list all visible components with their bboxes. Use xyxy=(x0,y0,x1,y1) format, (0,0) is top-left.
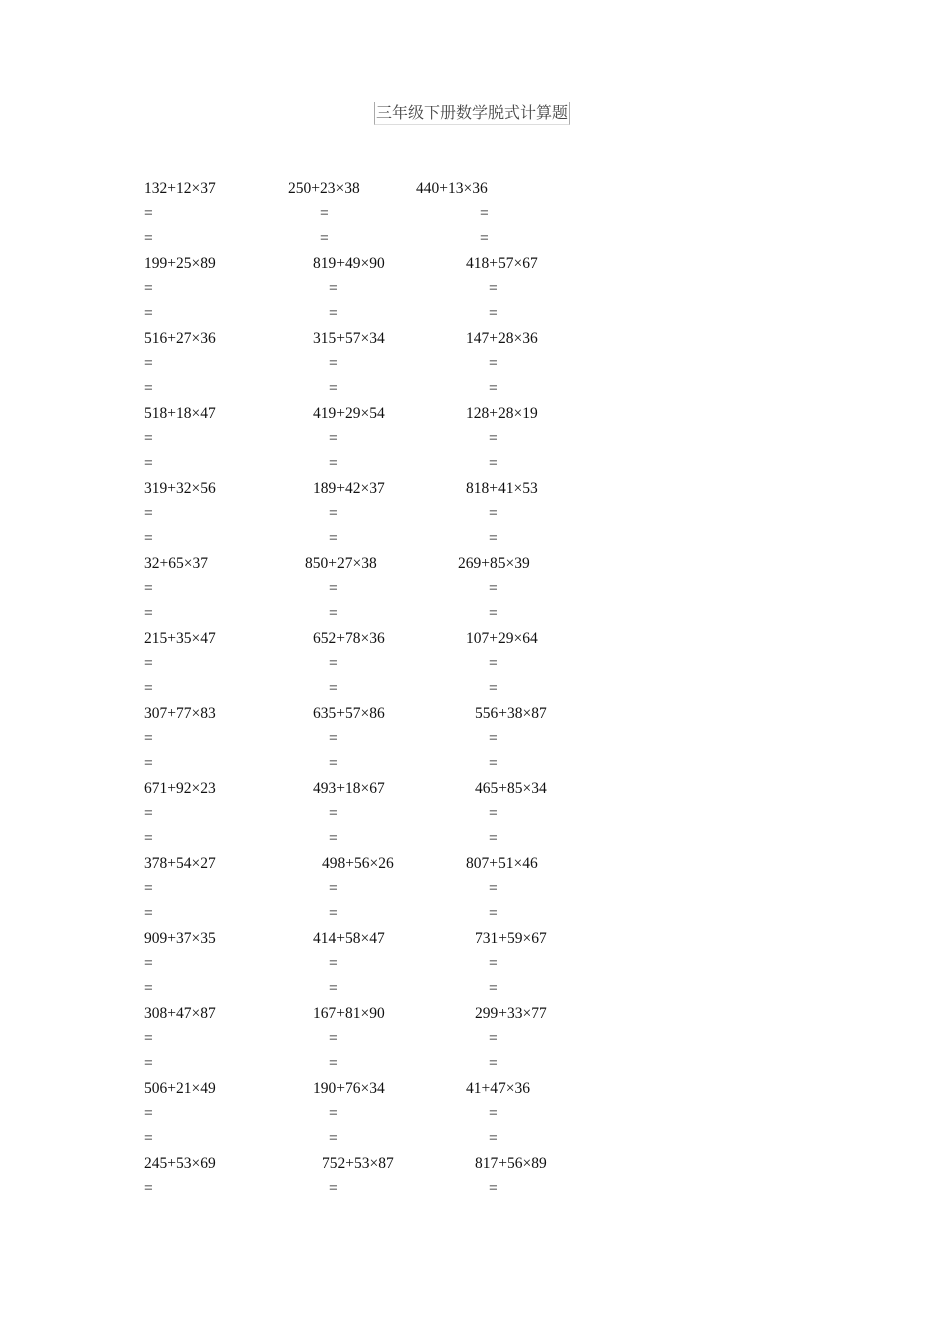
problem-expression: 498+56×26 xyxy=(322,855,394,872)
equals-sign: = xyxy=(329,1180,338,1197)
equals-sign: = xyxy=(144,980,153,997)
equals-sign: = xyxy=(489,655,498,672)
problem-expression: 818+41×53 xyxy=(466,480,538,497)
equals-sign: = xyxy=(144,730,153,747)
equals-sign: = xyxy=(329,430,338,447)
problem-expression: 147+28×36 xyxy=(466,330,538,347)
problem-expression: 518+18×47 xyxy=(144,405,216,422)
equals-sign: = xyxy=(144,680,153,697)
equals-sign: = xyxy=(320,230,329,247)
equals-sign: = xyxy=(329,655,338,672)
equals-sign: = xyxy=(144,580,153,597)
equals-sign: = xyxy=(489,280,498,297)
problem-expression: 32+65×37 xyxy=(144,555,208,572)
equals-sign: = xyxy=(329,880,338,897)
equals-sign: = xyxy=(329,1055,338,1072)
equals-sign: = xyxy=(489,355,498,372)
page-title: 三年级下册数学脱式计算题 xyxy=(374,102,570,125)
equals-sign: = xyxy=(489,605,498,622)
equals-sign: = xyxy=(329,355,338,372)
equals-sign: = xyxy=(144,830,153,847)
problem-expression: 635+57×86 xyxy=(313,705,385,722)
equals-sign: = xyxy=(144,280,153,297)
equals-sign: = xyxy=(144,355,153,372)
equals-sign: = xyxy=(329,755,338,772)
problem-expression: 189+42×37 xyxy=(313,480,385,497)
equals-sign: = xyxy=(329,455,338,472)
equals-sign: = xyxy=(489,1030,498,1047)
equals-sign: = xyxy=(329,830,338,847)
equals-sign: = xyxy=(144,880,153,897)
equals-sign: = xyxy=(489,1055,498,1072)
equals-sign: = xyxy=(144,655,153,672)
equals-sign: = xyxy=(329,730,338,747)
equals-sign: = xyxy=(144,455,153,472)
equals-sign: = xyxy=(489,455,498,472)
problem-expression: 378+54×27 xyxy=(144,855,216,872)
equals-sign: = xyxy=(329,580,338,597)
equals-sign: = xyxy=(489,305,498,322)
equals-sign: = xyxy=(144,505,153,522)
equals-sign: = xyxy=(489,580,498,597)
equals-sign: = xyxy=(489,880,498,897)
problem-expression: 493+18×67 xyxy=(313,780,385,797)
equals-sign: = xyxy=(489,530,498,547)
equals-sign: = xyxy=(329,280,338,297)
problem-expression: 752+53×87 xyxy=(322,1155,394,1172)
problem-expression: 516+27×36 xyxy=(144,330,216,347)
equals-sign: = xyxy=(489,680,498,697)
problem-expression: 465+85×34 xyxy=(475,780,547,797)
equals-sign: = xyxy=(489,955,498,972)
problem-expression: 817+56×89 xyxy=(475,1155,547,1172)
equals-sign: = xyxy=(489,430,498,447)
problem-expression: 731+59×67 xyxy=(475,930,547,947)
equals-sign: = xyxy=(329,1030,338,1047)
equals-sign: = xyxy=(329,1130,338,1147)
equals-sign: = xyxy=(144,805,153,822)
problem-expression: 250+23×38 xyxy=(288,180,360,197)
equals-sign: = xyxy=(320,205,329,222)
problem-expression: 307+77×83 xyxy=(144,705,216,722)
problem-expression: 190+76×34 xyxy=(313,1080,385,1097)
equals-sign: = xyxy=(489,1130,498,1147)
problem-expression: 819+49×90 xyxy=(313,255,385,272)
equals-sign: = xyxy=(329,955,338,972)
equals-sign: = xyxy=(144,605,153,622)
equals-sign: = xyxy=(329,305,338,322)
problem-expression: 319+32×56 xyxy=(144,480,216,497)
problem-expression: 269+85×39 xyxy=(458,555,530,572)
equals-sign: = xyxy=(329,680,338,697)
problem-expression: 419+29×54 xyxy=(313,405,385,422)
equals-sign: = xyxy=(144,1030,153,1047)
equals-sign: = xyxy=(329,505,338,522)
equals-sign: = xyxy=(329,805,338,822)
problem-list xyxy=(0,176,950,1201)
equals-sign: = xyxy=(144,1130,153,1147)
equals-sign: = xyxy=(489,1180,498,1197)
problem-expression: 299+33×77 xyxy=(475,1005,547,1022)
equals-sign: = xyxy=(144,305,153,322)
problem-expression: 671+92×23 xyxy=(144,780,216,797)
equals-sign: = xyxy=(329,1105,338,1122)
problem-expression: 41+47×36 xyxy=(466,1080,530,1097)
problem-expression: 245+53×69 xyxy=(144,1155,216,1172)
equals-sign: = xyxy=(144,905,153,922)
problem-expression: 215+35×47 xyxy=(144,630,216,647)
problem-expression: 418+57×67 xyxy=(466,255,538,272)
problem-expression: 167+81×90 xyxy=(313,1005,385,1022)
problem-expression: 128+28×19 xyxy=(466,405,538,422)
problem-expression: 132+12×37 xyxy=(144,180,216,197)
equals-sign: = xyxy=(480,230,489,247)
problem-expression: 652+78×36 xyxy=(313,630,385,647)
problem-expression: 107+29×64 xyxy=(466,630,538,647)
problem-expression: 506+21×49 xyxy=(144,1080,216,1097)
equals-sign: = xyxy=(144,230,153,247)
equals-sign: = xyxy=(144,430,153,447)
equals-sign: = xyxy=(489,905,498,922)
equals-sign: = xyxy=(144,955,153,972)
equals-sign: = xyxy=(489,380,498,397)
equals-sign: = xyxy=(144,530,153,547)
equals-sign: = xyxy=(489,805,498,822)
equals-sign: = xyxy=(329,605,338,622)
equals-sign: = xyxy=(329,380,338,397)
equals-sign: = xyxy=(144,1180,153,1197)
equals-sign: = xyxy=(144,1105,153,1122)
equals-sign: = xyxy=(144,380,153,397)
equals-sign: = xyxy=(329,905,338,922)
problem-expression: 909+37×35 xyxy=(144,930,216,947)
equals-sign: = xyxy=(489,1105,498,1122)
equals-sign: = xyxy=(480,205,489,222)
equals-sign: = xyxy=(489,980,498,997)
problem-expression: 199+25×89 xyxy=(144,255,216,272)
equals-sign: = xyxy=(144,1055,153,1072)
problem-expression: 440+13×36 xyxy=(416,180,488,197)
problem-expression: 308+47×87 xyxy=(144,1005,216,1022)
problem-expression: 807+51×46 xyxy=(466,855,538,872)
equals-sign: = xyxy=(329,980,338,997)
equals-sign: = xyxy=(489,730,498,747)
problem-expression: 556+38×87 xyxy=(475,705,547,722)
equals-sign: = xyxy=(144,755,153,772)
equals-sign: = xyxy=(329,530,338,547)
equals-sign: = xyxy=(489,505,498,522)
equals-sign: = xyxy=(489,755,498,772)
equals-sign: = xyxy=(489,830,498,847)
problem-expression: 315+57×34 xyxy=(313,330,385,347)
problem-expression: 850+27×38 xyxy=(305,555,377,572)
problem-expression: 414+58×47 xyxy=(313,930,385,947)
equals-sign: = xyxy=(144,205,153,222)
